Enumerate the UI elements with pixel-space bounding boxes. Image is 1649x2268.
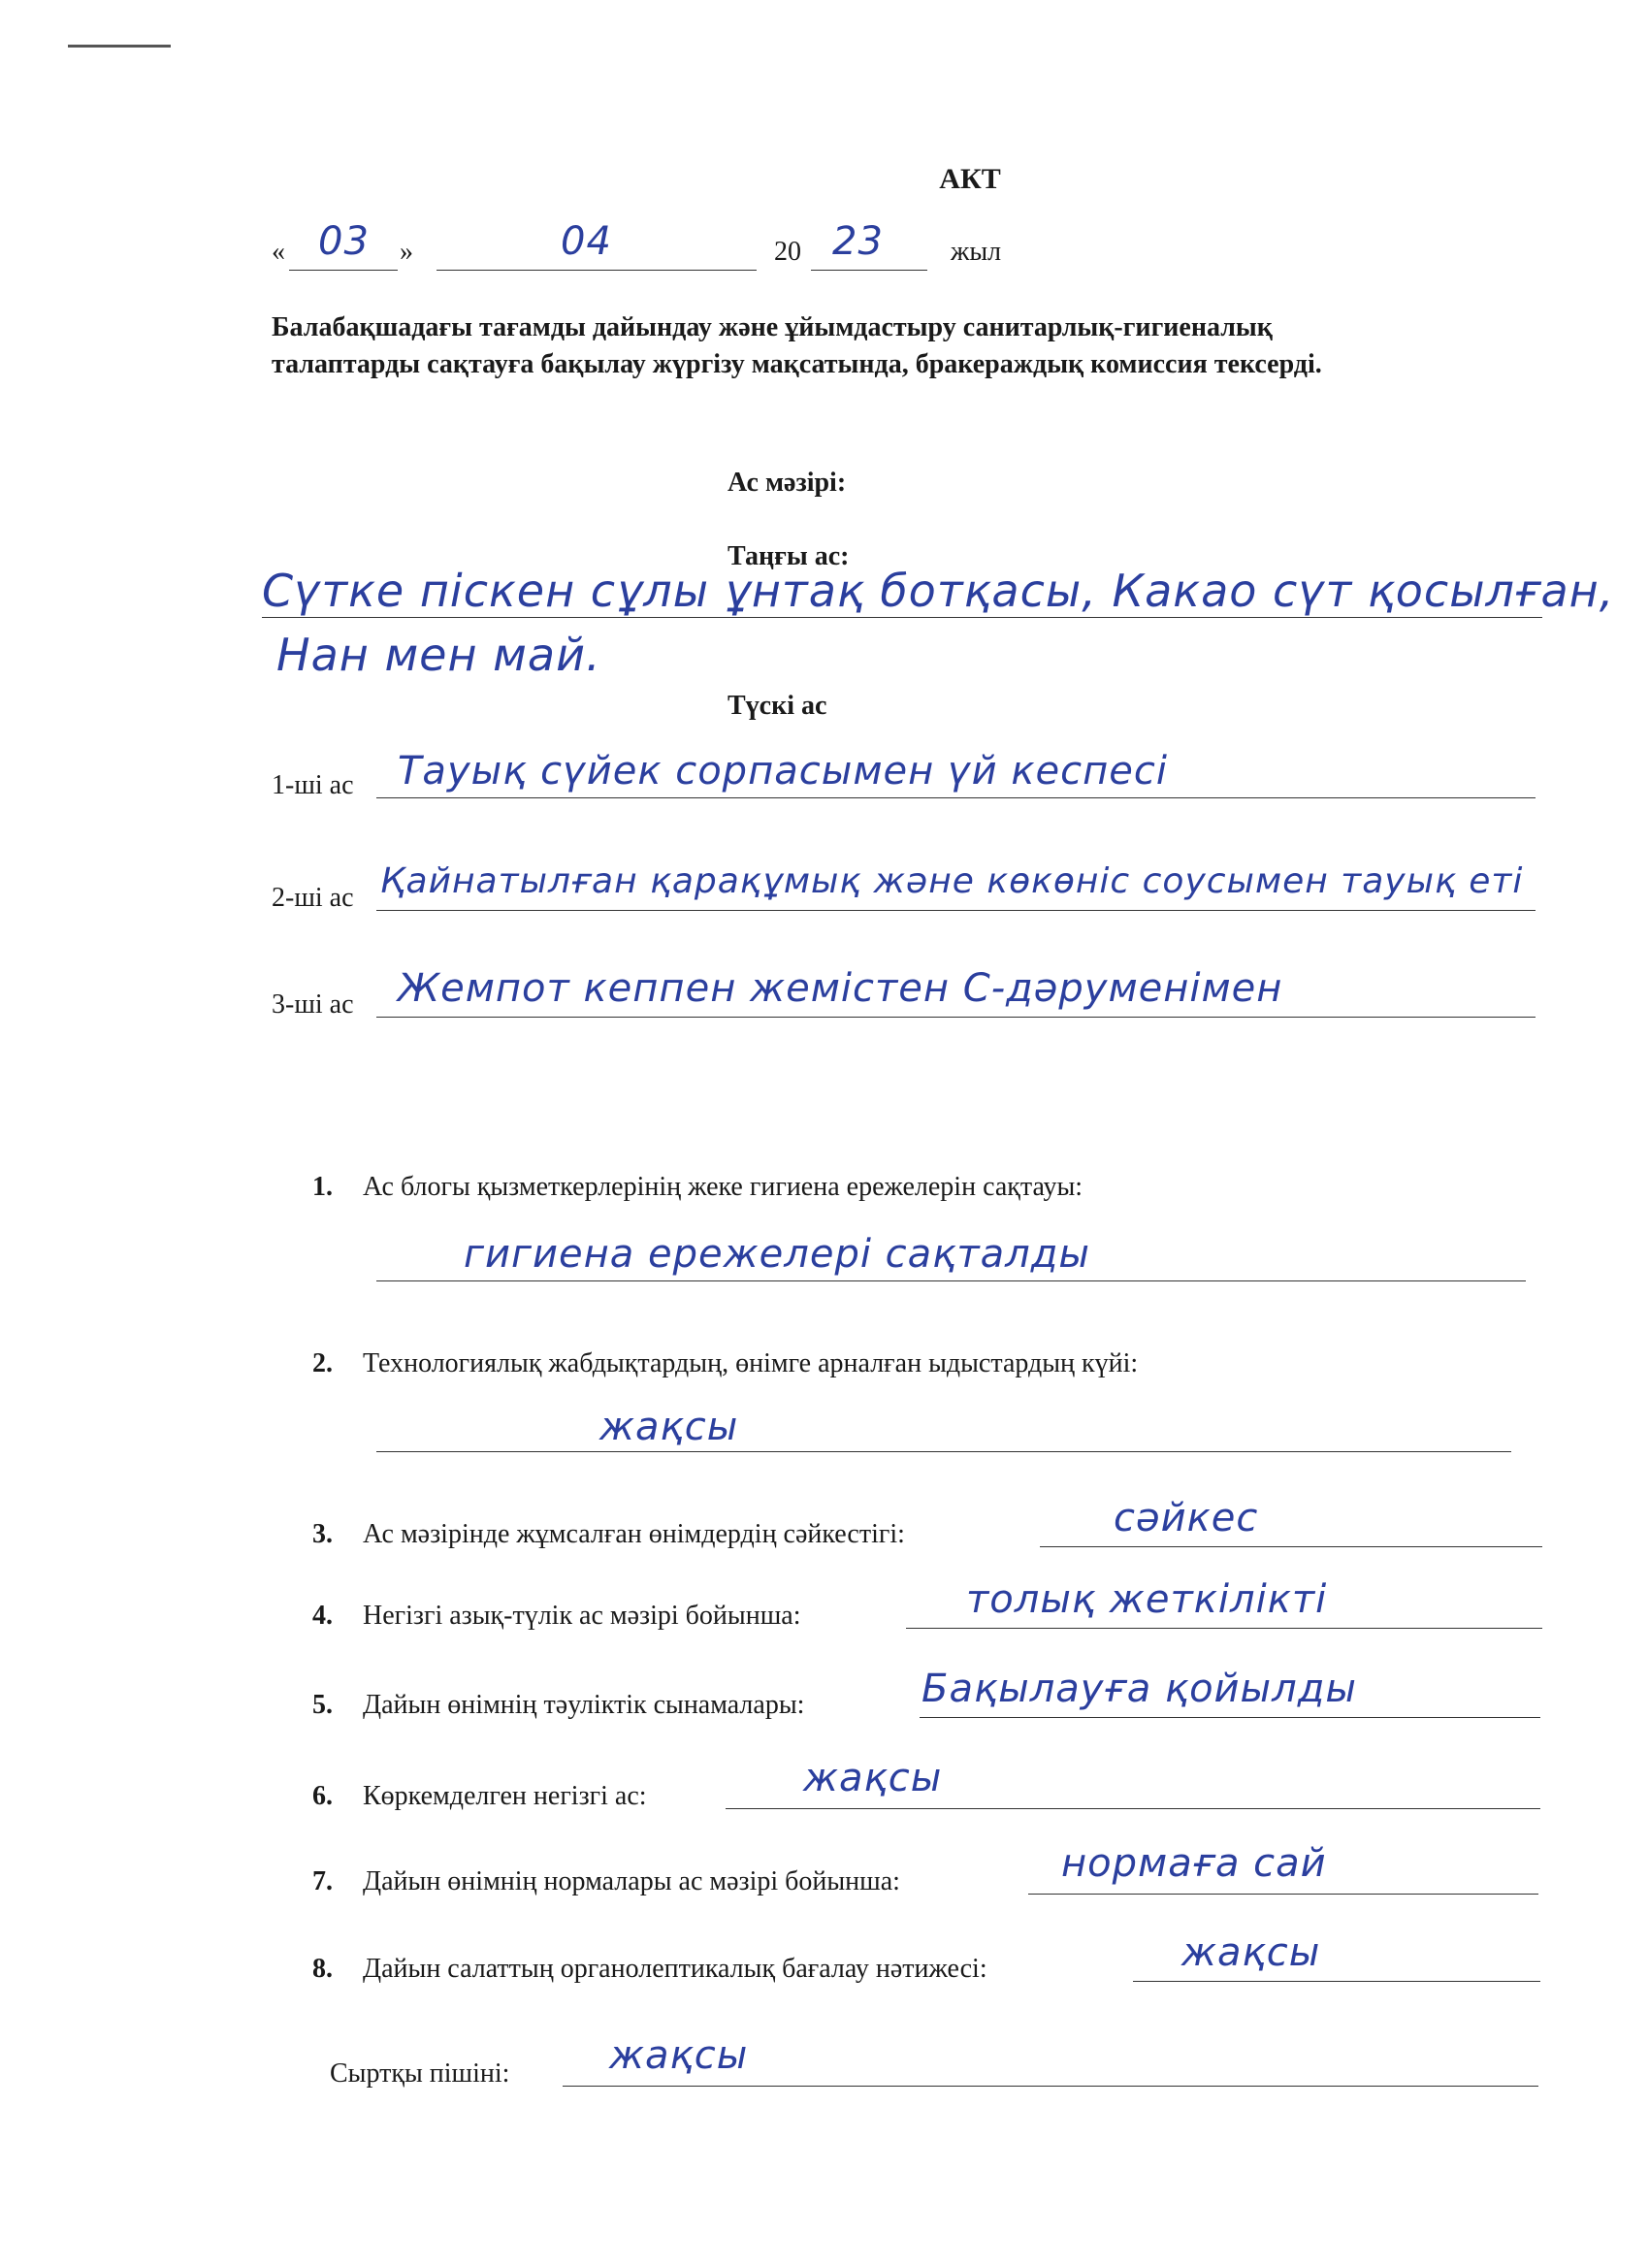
year-prefix: 20 — [774, 237, 801, 267]
item-7-label: Дайын өнімнің нормалары ас мәзірі бойынша: — [363, 1866, 900, 1896]
course2-label: 2-ші ас — [272, 883, 354, 913]
breakfast-label: Таңғы ас: — [728, 541, 850, 571]
item-6-label: Көркемделген негізгі ас: — [363, 1781, 647, 1811]
appearance-label: Сыртқы пішіні: — [330, 2058, 510, 2089]
year-word: жыл — [951, 237, 1002, 267]
item-1-line — [376, 1280, 1526, 1281]
course1-value[interactable]: Тауық сүйек сорпасымен үй кеспесі — [398, 749, 1168, 794]
item-7-line — [1028, 1894, 1538, 1895]
item-8-line — [1133, 1981, 1540, 1982]
item-5-label: Дайын өнімнің тәуліктік сынамалары: — [363, 1690, 805, 1720]
intro-line-2: талаптарды сақтауға бақылау жүргізу мақсатында, бракераждық комиссия тексерді. — [272, 349, 1322, 379]
scan-mark — [68, 45, 171, 48]
item-2-label: Технологиялық жабдықтардың, өнімге арналған ыдыстардың күйі: — [363, 1348, 1139, 1378]
appearance-line — [563, 2086, 1538, 2087]
item-4-number: 4. — [312, 1601, 333, 1631]
item-6-line — [726, 1808, 1540, 1809]
course2-value[interactable]: Қайнатылған қарақұмық және көкөніс соусымен тауық еті — [380, 861, 1524, 901]
item-7-number: 7. — [312, 1866, 333, 1896]
lunch-label: Түскі ас — [728, 691, 827, 721]
breakfast-value-line-1[interactable]: Сүтке піскен сұлы ұнтақ ботқасы, Какао сүт қосылған, — [262, 565, 1615, 617]
item-8-label: Дайын салаттың органолептикалық бағалау нәтижесі: — [363, 1954, 987, 1984]
date-day[interactable]: 03 — [318, 219, 370, 264]
item-1-number: 1. — [312, 1172, 333, 1202]
breakfast-value-line-2[interactable]: Нан мен май. — [276, 629, 601, 681]
item-2-line — [376, 1451, 1511, 1452]
item-1-label: Ас блогы қызметкерлерінің жеке гигиена ережелерін сақтауы: — [363, 1172, 1083, 1202]
year-line — [811, 270, 927, 271]
breakfast-line — [262, 617, 1542, 618]
item-4-value[interactable]: толық жеткілікті — [966, 1577, 1328, 1622]
item-4-line — [906, 1628, 1542, 1629]
intro-line-1: Балабақшадағы тағамды дайындау және ұйымдастыру санитарлық-гигиеналық — [272, 312, 1273, 342]
day-line — [289, 270, 398, 271]
item-6-number: 6. — [312, 1781, 333, 1811]
item-3-line — [1040, 1546, 1542, 1547]
item-3-label: Ас мәзірінде жұмсалған өнімдердің сәйкестігі: — [363, 1519, 905, 1549]
course1-line — [376, 797, 1536, 798]
course1-label: 1-ші ас — [272, 770, 354, 800]
item-6-value[interactable]: жақсы — [803, 1756, 943, 1800]
date-year-suffix[interactable]: 23 — [832, 219, 884, 264]
course3-label: 3-ші ас — [272, 989, 354, 1020]
course3-line — [376, 1017, 1536, 1018]
item-2-number: 2. — [312, 1348, 333, 1378]
item-5-line — [920, 1717, 1540, 1718]
menu-title: Ас мәзірі: — [728, 468, 847, 498]
item-8-value[interactable]: жақсы — [1181, 1930, 1321, 1975]
month-line — [436, 270, 757, 271]
quote-open: « — [272, 237, 285, 267]
item-3-number: 3. — [312, 1519, 333, 1549]
item-8-number: 8. — [312, 1954, 333, 1984]
quote-close: » — [400, 237, 413, 267]
item-1-value[interactable]: гигиена ережелері сақталды — [464, 1232, 1090, 1277]
item-7-value[interactable]: нормаға сай — [1061, 1841, 1327, 1886]
document-title: АКТ — [939, 163, 1001, 195]
course3-value[interactable]: Жемпот кеппен жемістен С-дәруменімен — [398, 966, 1283, 1011]
item-5-number: 5. — [312, 1690, 333, 1720]
date-month[interactable]: 04 — [561, 219, 612, 264]
item-2-value[interactable]: жақсы — [599, 1405, 739, 1449]
item-5-value[interactable]: Бақылауға қойылды — [922, 1667, 1357, 1711]
item-4-label: Негізгі азық-түлік ас мәзірі бойынша: — [363, 1601, 801, 1631]
appearance-value[interactable]: жақсы — [609, 2033, 749, 2078]
course2-line — [376, 910, 1536, 911]
item-3-value[interactable]: сәйкес — [1114, 1496, 1259, 1540]
